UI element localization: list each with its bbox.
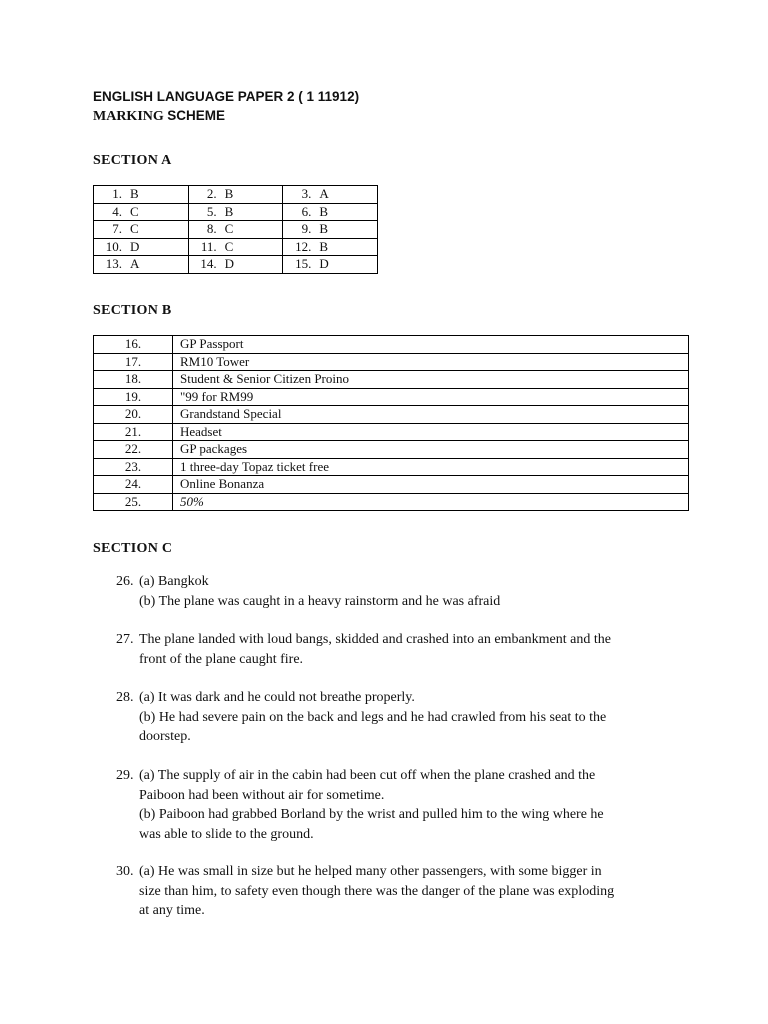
question-answer: The plane landed with loud bangs, skidded and crashed into an embankment and the front of the plane caught fire. xyxy=(139,632,611,667)
answer-text: "99 for RM99 xyxy=(173,388,689,406)
answer-cell: 10. D xyxy=(94,238,189,256)
answer-text: 1 three-day Topaz ticket free xyxy=(173,458,689,476)
table-row xyxy=(94,493,689,511)
answer-text: Grandstand Special xyxy=(173,406,689,424)
question-number: 30. xyxy=(116,864,134,879)
question-number: 27. xyxy=(116,632,134,647)
question-number: 26. xyxy=(116,574,134,589)
answer-cell: 1. B xyxy=(94,186,189,204)
answer-text: GP packages xyxy=(173,441,689,459)
answer-cell: 4. C xyxy=(94,203,189,221)
section-b-answer-table xyxy=(93,335,689,511)
table-row xyxy=(94,353,689,371)
answer-cell: 9. B xyxy=(283,221,378,239)
title-line-2: MARKING SCHEME xyxy=(93,108,226,124)
answer-cell: 6. B xyxy=(283,203,378,221)
section-a-title: SECTION A xyxy=(93,153,172,168)
question-number: 25. xyxy=(94,493,173,511)
question-answer: (a) The supply of air in the cabin had been cut off when the plane crashed and the Paiboon had been without air for sometime. (b) Paiboon had grabbed Borland by the wrist and pulled him to the wing where he was able to slide to the ground. xyxy=(139,768,604,842)
question-number: 20. xyxy=(94,406,173,424)
answer-text: 50% xyxy=(173,493,689,511)
table-row xyxy=(94,221,378,239)
question-number: 29. xyxy=(116,768,134,783)
table-row xyxy=(94,388,689,406)
question-number: 28. xyxy=(116,690,134,705)
document-title xyxy=(93,88,359,126)
answer-cell: 7. C xyxy=(94,221,189,239)
table-row xyxy=(94,336,689,354)
table-row xyxy=(94,458,689,476)
table-row xyxy=(94,423,689,441)
table-row xyxy=(94,186,378,204)
answer-text: RM10 Tower xyxy=(173,353,689,371)
answer-cell: 8. C xyxy=(188,221,283,239)
answer-cell: 12. B xyxy=(283,238,378,256)
table-row xyxy=(94,371,689,389)
question-answer: (a) Bangkok (b) The plane was caught in a heavy rainstorm and he was afraid xyxy=(139,574,501,609)
title-line-1: ENGLISH LANGUAGE PAPER 2 ( 1 11912) xyxy=(93,89,360,104)
question-answer: (a) He was small in size but he helped many other passengers, with some bigger in size than him, to safety even though there was the danger of the plane was exploding at any time. xyxy=(139,864,615,918)
table-row xyxy=(94,441,689,459)
question-number: 17. xyxy=(94,353,173,371)
question-number: 19. xyxy=(94,388,173,406)
table-row xyxy=(94,203,378,221)
answer-text: Online Bonanza xyxy=(173,476,689,494)
answer-text: GP Passport xyxy=(173,336,689,354)
answer-cell: 14. D xyxy=(188,256,283,274)
question-number: 18. xyxy=(94,371,173,389)
question-number: 16. xyxy=(94,336,173,354)
question-number: 21. xyxy=(94,423,173,441)
table-row xyxy=(94,256,378,274)
question-number: 22. xyxy=(94,441,173,459)
answer-cell: 5. B xyxy=(188,203,283,221)
question-answer: (a) It was dark and he could not breathe properly. (b) He had severe pain on the back and legs and he had crawled from his seat to the doorstep. xyxy=(139,690,607,744)
section-c-title: SECTION C xyxy=(93,541,173,556)
answer-cell: 3. A xyxy=(283,186,378,204)
table-row xyxy=(94,406,689,424)
section-b-title: SECTION B xyxy=(93,303,172,318)
answer-cell: 13. A xyxy=(94,256,189,274)
answer-text: Headset xyxy=(173,423,689,441)
answer-cell: 2. B xyxy=(188,186,283,204)
question-number: 24. xyxy=(94,476,173,494)
table-row xyxy=(94,476,689,494)
table-row xyxy=(94,238,378,256)
question-number: 23. xyxy=(94,458,173,476)
answer-text: Student & Senior Citizen Proino xyxy=(173,371,689,389)
section-a-answer-table xyxy=(93,185,378,274)
answer-cell: 15. D xyxy=(283,256,378,274)
answer-cell: 11. C xyxy=(188,238,283,256)
